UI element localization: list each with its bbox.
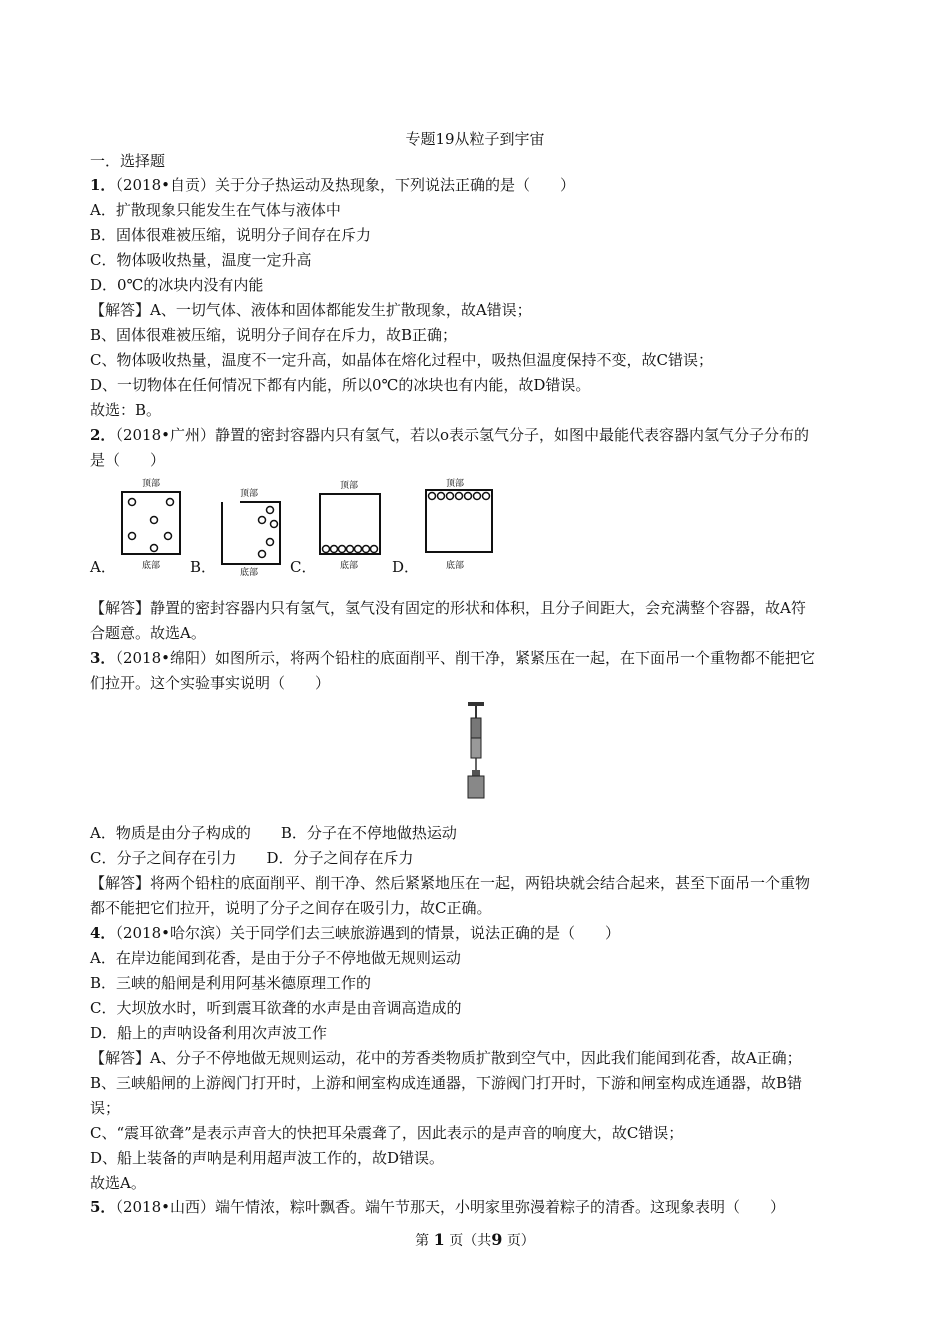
option-label-c: C． <box>290 558 317 576</box>
question-2-stem <box>90 424 870 446</box>
section-heading: 一．选择题 <box>90 152 166 170</box>
footer-text: 页（共 <box>449 1233 492 1249</box>
question-number: 1． <box>90 176 116 194</box>
option-label-d: D． <box>392 558 420 576</box>
bottom-label: 底部 <box>340 561 359 571</box>
top-label: 顶部 <box>142 479 161 489</box>
container-b <box>222 487 280 576</box>
option: B．三峡的船闸是利用阿基米德原理工作的 <box>90 974 372 992</box>
footer-text: 页） <box>506 1233 535 1249</box>
option: C．大坝放水时，听到震耳欲聋的水声是由音调高造成的 <box>90 999 462 1017</box>
page-footer <box>0 1230 950 1250</box>
top-label: 顶部 <box>240 489 259 499</box>
bottom-label: 底部 <box>142 561 161 571</box>
answer-line: B、三峡船闸的上游阀门打开时，上游和闸室构成连通器，下游阀门打开时，下游和闸室构成连通器，故B错 <box>90 1074 803 1092</box>
answer-line: B、固体很难被压缩，说明分子间存在斥力，故B正确； <box>90 326 458 344</box>
option: C．物体吸收热量，温度一定升高 <box>90 251 312 269</box>
question-4-stem <box>90 922 870 944</box>
answer-line: D、一切物体在任何情况下都有内能，所以0℃的冰块也有内能，故D错误。 <box>90 376 591 394</box>
answer-line: C、物体吸收热量，温度不一定升高，如晶体在熔化过程中，吸热但温度保持不变，故C错误； <box>90 351 713 369</box>
question-number: 3． <box>90 649 116 667</box>
question-text: （2018•绵阳）如图所示，将两个铅柱的底面削平、削干净，紧紧压在一起，在下面吊一个重物都不能把它 <box>115 649 815 667</box>
answer-line: D、船上装备的声呐是利用超声波工作的，故D错误。 <box>90 1149 445 1167</box>
lead-cylinder-figure <box>462 700 492 802</box>
options-row: C．分子之间存在引力 D．分子之间存在斥力 <box>90 849 414 867</box>
question-text: （2018•山西）端午情浓，粽叶飘香。端午节那天，小明家里弥漫着粽子的清香。这现象表明（ ） <box>115 1198 785 1216</box>
answer-line: 误； <box>90 1099 121 1117</box>
answer-line: 故选：B。 <box>90 401 162 419</box>
answer-line: 【解答】A、分子不停地做无规则运动，花中的芳香类物质扩散到空气中，因此我们能闻到花香，故A正确； <box>90 1049 802 1067</box>
question-3-stem <box>90 647 870 669</box>
option: D．0℃的冰块内没有内能 <box>90 276 264 294</box>
page-total: 9 <box>491 1230 503 1249</box>
question-text: （2018•哈尔滨）关于同学们去三峡旅游遇到的情景，说法正确的是（ ） <box>115 924 620 942</box>
footer-text: 第 <box>415 1233 430 1249</box>
question-text: 是（ ） <box>90 451 166 469</box>
question-text: （2018•广州）静置的密封容器内只有氢气，若以o表示氢气分子，如图中最能代表容器内氢气分子分布的 <box>115 426 809 444</box>
answer-line: 都不能把它们拉开，说明了分子之间存在吸引力，故C正确。 <box>90 899 492 917</box>
question-5-stem <box>90 1196 870 1218</box>
options-row: A．物质是由分子构成的 B．分子在不停地做热运动 <box>90 824 457 842</box>
bottom-label: 底部 <box>240 568 259 576</box>
option-label-a: A． <box>90 558 116 576</box>
question-text: （2018•自贡）关于分子热运动及热现象，下列说法正确的是（ ） <box>115 176 575 194</box>
bottom-label: 底部 <box>446 561 465 571</box>
option: A．在岸边能闻到花香，是由于分子不停地做无规则运动 <box>90 949 461 967</box>
container-a <box>122 477 180 571</box>
option-label-b: B． <box>190 558 217 576</box>
answer-line: 【解答】将两个铅柱的底面削平、削干净、然后紧紧地压在一起，两铅块就会结合起来，甚至下面吊一个重物 <box>90 874 811 892</box>
question-number: 5． <box>90 1198 116 1216</box>
page-title: 专题19从粒子到宇宙 <box>405 130 545 148</box>
answer-line: 【解答】静置的密封容器内只有氢气，氢气没有固定的形状和体积，且分子间距大，会充满整个容器，故A符 <box>90 599 806 617</box>
question-1-stem <box>90 174 870 196</box>
option: D．船上的声呐设备利用次声波工作 <box>90 1024 328 1042</box>
answer-line: 故选A。 <box>90 1174 146 1192</box>
container-d <box>426 477 492 571</box>
page-number: 1 <box>433 1230 445 1249</box>
top-label: 顶部 <box>340 481 359 491</box>
answer-line: 【解答】A、一切气体、液体和固体都能发生扩散现象，故A错误； <box>90 301 532 319</box>
option: B．固体很难被压缩，说明分子间存在斥力 <box>90 226 372 244</box>
answer-line: C、“震耳欲聋”是表示声音大的快把耳朵震聋了，因此表示的是声音的响度大，故C错误； <box>90 1124 684 1142</box>
question-number: 2． <box>90 426 116 444</box>
container-c <box>320 479 380 571</box>
answer-line: 合题意。故选A。 <box>90 624 206 642</box>
top-label: 顶部 <box>446 479 465 489</box>
option: A．扩散现象只能发生在气体与液体中 <box>90 201 341 219</box>
question-number: 4． <box>90 924 116 942</box>
question-text: 们拉开。这个实验事实说明（ ） <box>90 674 331 692</box>
